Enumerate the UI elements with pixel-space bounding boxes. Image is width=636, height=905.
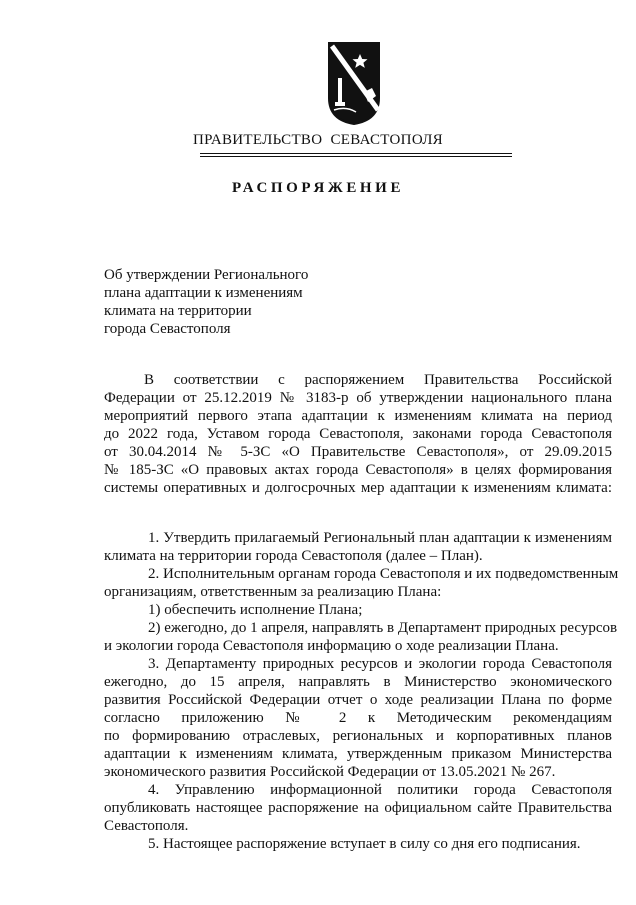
item-line: согласно приложению № 2 к Методическим рекомендациям (104, 710, 612, 726)
item-line: 3. Департаменту природных ресурсов и экологии города Севастополя (148, 656, 612, 672)
item-line: Севастополя. (104, 818, 189, 834)
preamble-line: до 2022 года, Уставом города Севастополя, законами города Севастополя (104, 426, 612, 442)
subject-line: Об утверждении Регионального (104, 267, 309, 283)
item-line: по формированию отраслевых, региональных и корпоративных планов (104, 728, 612, 744)
item-line: экономического развития Российской Федерации от 13.05.2021 № 267. (104, 764, 556, 780)
document-subject (104, 266, 364, 338)
subject-line: плана адаптации к изменениям (104, 285, 303, 301)
item-line: и экологии города Севастополя информацию о ходе реализации Плана. (104, 638, 559, 654)
sevastopol-coat-of-arms-icon (326, 40, 382, 126)
preamble-line: от 30.04.2014 № 5-ЗС «О Правительстве Севастополя», от 29.09.2015 (104, 444, 612, 460)
preamble-paragraph (104, 371, 612, 497)
document-type-heading: РАСПОРЯЖЕНИЕ (231, 180, 405, 196)
item-line: 4. Управлению информационной политики города Севастополя (148, 782, 612, 798)
preamble-line: Федерации от 25.12.2019 № 3183-р об утверждении национального плана (104, 390, 612, 406)
preamble-line: № 185-ЗС «О правовых актах города Севастополя» в целях формирования (104, 462, 612, 478)
item-line: климата на территории города Севастополя (далее – План). (104, 548, 483, 564)
item-line: опубликовать настоящее распоряжение на официальном сайте Правительства (104, 800, 612, 816)
item-line: 1. Утвердить прилагаемый Региональный план адаптации к изменениям (148, 530, 612, 546)
preamble-line: В соответствии с распоряжением Правительства Российской (144, 372, 612, 388)
item-line: организациям, ответственным за реализацию Плана: (104, 584, 442, 600)
order-items (104, 529, 619, 853)
subject-line: климата на территории (104, 303, 252, 319)
item-line: ежегодно, до 15 апреля, направлять в Министерство экономического (104, 674, 612, 690)
header-rule-bottom (200, 156, 512, 157)
item-line: развития Российской Федерации отчет о ходе реализации Плана по форме (104, 692, 612, 708)
item-line: 5. Настоящее распоряжение вступает в силу со дня его подписания. (148, 836, 581, 852)
header-rule-top (200, 153, 512, 154)
item-line: 2. Исполнительным органам города Севастополя и их подведомственным (148, 566, 619, 582)
government-name: ПРАВИТЕЛЬСТВО СЕВАСТОПОЛЯ (193, 132, 443, 148)
item-line: 2) ежегодно, до 1 апреля, направлять в Департамент природных ресурсов (148, 620, 618, 636)
subject-line: города Севастополя (104, 321, 231, 337)
preamble-line: системы оперативных и долгосрочных мер адаптации к изменениям климата: (104, 480, 612, 496)
item-line: адаптации к изменениям климата, утвержденным приказом Министерства (104, 746, 612, 762)
preamble-line: мероприятий первого этапа адаптации к изменениям климата на период (104, 408, 612, 424)
item-line: 1) обеспечить исполнение Плана; (148, 602, 363, 618)
